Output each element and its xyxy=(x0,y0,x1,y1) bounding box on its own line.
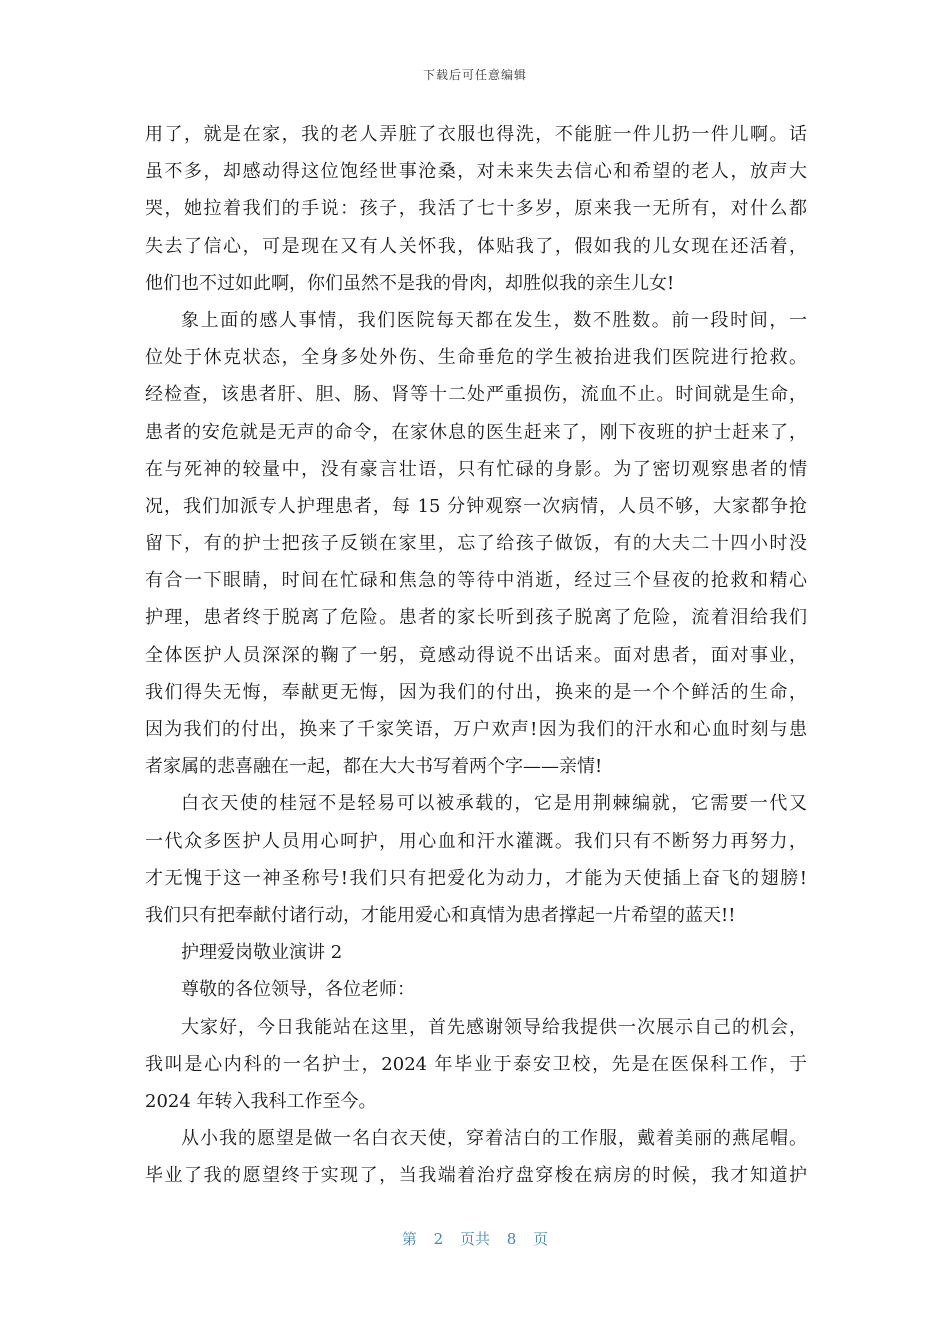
text-line: 在与死神的较量中，没有豪言壮语，只有忙碌的身影。为了密切观察患者的情 xyxy=(145,458,807,480)
text-line: 白衣天使的桂冠不是轻易可以被承载的，它是用荆棘编就，它需要一代又 xyxy=(181,793,807,815)
text-line: 失去了信心，可是现在又有人关怀我，体贴我了，假如我的儿女现在还活着， xyxy=(145,235,807,257)
text-line: 护理，患者终于脱离了危险。患者的家长听到孩子脱离了危险，流着泪给我们 xyxy=(145,607,807,629)
page-header-note: 下载后可任意编辑 xyxy=(422,68,527,82)
text-line: 有合一下眼睛，时间在忙碌和焦急的等待中消逝，经过三个昼夜的抢救和精心 xyxy=(145,570,807,592)
text-line: 因为我们的付出，换来了千家笑语，万户欢声!因为我们的汗水和心血时刻与患 xyxy=(145,719,807,740)
text-line: 哭，她拉着我们的手说：孩子，我活了七十多岁，原来我一无所有，对什么都 xyxy=(145,198,807,220)
text-line: 尊敬的各位领导，各位老师： xyxy=(181,979,415,1001)
text-line: 从小我的愿望是做一名白衣天使，穿着洁白的工作服，戴着美丽的燕尾帽。 xyxy=(181,1128,807,1150)
document-body xyxy=(145,116,807,1194)
text-line: 位处于休克状态，全身多处外伤、生命垂危的学生被抬进我们医院进行抢救。 xyxy=(145,347,807,369)
text-line: 虽不多，却感动得这位饱经世事沧桑，对未来失去信心和希望的老人，放声大 xyxy=(145,161,807,183)
text-line: 大家好，今日我能站在这里，首先感谢领导给我提供一次展示自己的机会， xyxy=(181,1016,807,1038)
text-line: 护理爱岗敬业演讲 2 xyxy=(181,942,343,964)
footer-word-end: 页 xyxy=(533,1230,549,1248)
text-line: 我们只有把奉献付诸行动，才能用爱心和真情为患者撑起一片希望的蓝天!! xyxy=(145,904,736,926)
page-footer xyxy=(0,1228,950,1249)
text-line: 毕业了我的愿望终于实现了，当我端着治疗盘穿梭在病房的时候，我才知道护 xyxy=(145,1165,807,1187)
text-line: 他们也不过如此啊，你们虽然不是我的骨肉，却胜似我的亲生儿女! xyxy=(145,272,675,294)
text-line: 我叫是心内科的一名护士，2024 年毕业于泰安卫校，先是在医保科工作，于 xyxy=(145,1053,807,1075)
text-line: 才无愧于这一神圣称号!我们只有把爱化为动力，才能为天使插上奋飞的翅膀! xyxy=(145,867,807,889)
footer-word-page: 第 xyxy=(401,1230,417,1248)
text-line: 象上面的感人事情，我们医院每天都在发生，数不胜数。前一段时间，一 xyxy=(181,309,807,331)
text-line: 全体医护人员深深的鞠了一躬，竟感动得说不出话来。面对患者，面对事业， xyxy=(145,644,807,666)
text-line: 患者的安危就是无声的命令，在家休息的医生赶来了，刚下夜班的护士赶来了， xyxy=(145,421,807,443)
text-line: 一代众多医护人员用心呵护，用心血和汗水灌溉。我们只有不断努力再努力， xyxy=(145,830,807,852)
text-line: 者家属的悲喜融在一起，都在大大书写着两个字——亲情! xyxy=(145,756,603,778)
text-line: 2024 年转入我科工作至今。 xyxy=(145,1090,377,1112)
text-line: 留下，有的护士把孩子反锁在家里，忘了给孩子做饭，有的大夫二十四小时没 xyxy=(145,533,807,555)
footer-total-pages: 8 xyxy=(506,1230,517,1248)
text-line: 用了，就是在家，我的老人弄脏了衣服也得洗，不能脏一件儿扔一件儿啊。话 xyxy=(145,124,807,145)
text-line: 我们得失无悔，奉献更无悔，因为我们的付出，换来的是一个个鲜活的生命， xyxy=(145,681,807,703)
footer-current-page: 2 xyxy=(433,1230,444,1248)
footer-word-of: 页共 xyxy=(459,1230,490,1248)
text-line: 经检查，该患者肝、胆、肠、肾等十二处严重损伤，流血不止。时间就是生命， xyxy=(145,384,807,406)
text-line: 况，我们加派专人护理患者，每 15 分钟观察一次病情，人员不够，大家都争抢 xyxy=(145,495,807,517)
